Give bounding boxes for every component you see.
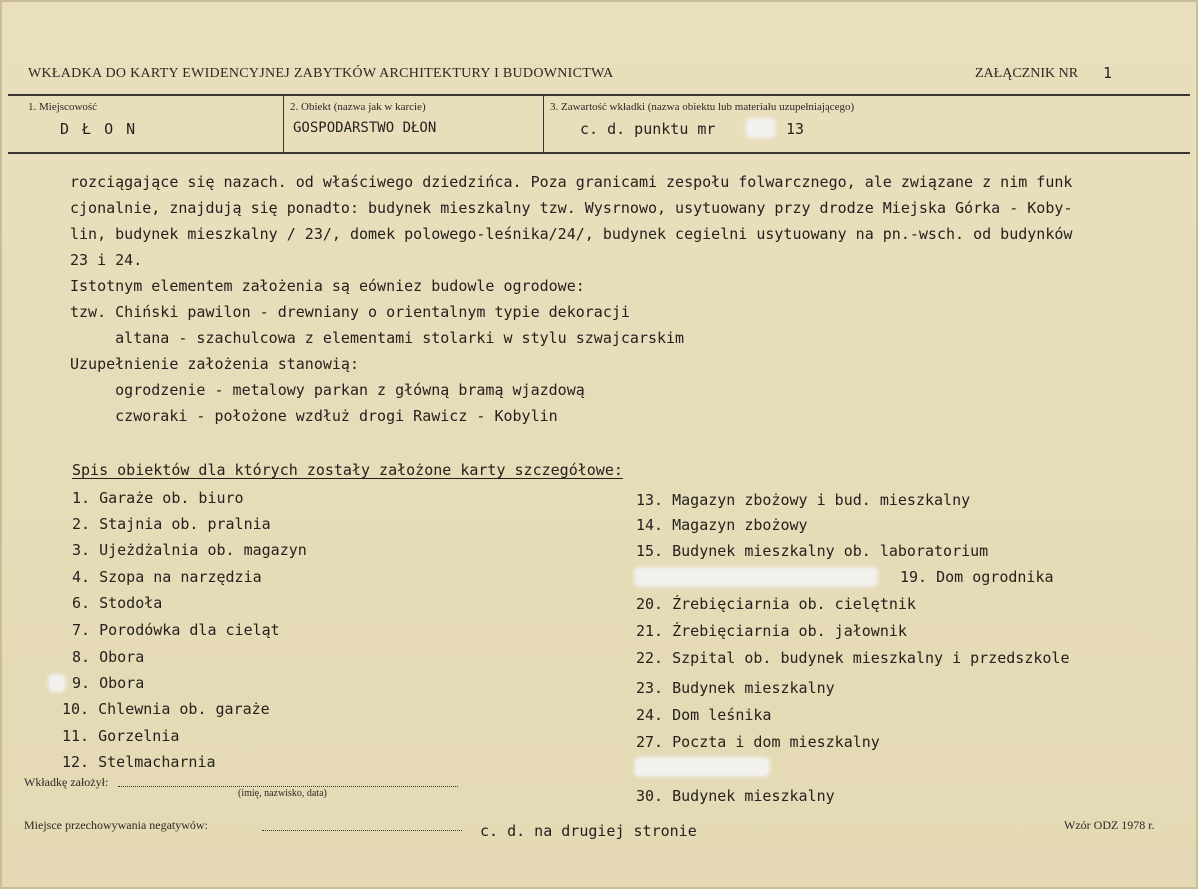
body-line: ogrodzenie - metalowy parkan z główną bramą wjazdową bbox=[70, 381, 585, 399]
list-item: 20. Źrebięciarnia ob. cielętnik bbox=[636, 595, 916, 613]
list-item: 23. Budynek mieszkalny bbox=[636, 679, 835, 697]
content-value-prefix: c. d. punktu mr bbox=[580, 120, 716, 138]
body-line: lin, budynek mieszkalny / 23/, domek polowego-leśnika/24/, budynek cegielni usytuowany na pn.-wsch. od budynków bbox=[70, 225, 1073, 243]
list-item: 10. Chlewnia ob. garaże bbox=[62, 700, 270, 718]
content-label: 3. Zawartość wkładki (nazwa obiektu lub materiału uzupełniającego) bbox=[550, 101, 855, 113]
list-item: 19. Dom ogrodnika bbox=[900, 568, 1054, 586]
redaction bbox=[50, 676, 64, 690]
body-line: cjonalnie, znajdują się ponadto: budynek mieszkalny tzw. Wysrnowo, usytuowany przy drodze Miejska Górka - Koby- bbox=[70, 199, 1073, 217]
list-item: 21. Źrebięciarnia ob. jałownik bbox=[636, 622, 907, 640]
created-by-line bbox=[118, 786, 458, 787]
redaction bbox=[636, 569, 876, 585]
list-item: 27. Poczta i dom mieszkalny bbox=[636, 733, 880, 751]
list-item: 22. Szpital ob. budynek mieszkalny i przedszkole bbox=[636, 649, 1070, 667]
body-line: czworaki - położone wzdłuż drogi Rawicz - Kobylin bbox=[70, 407, 558, 425]
list-item: 6. Stodoła bbox=[72, 594, 163, 612]
field-divider-2 bbox=[543, 96, 544, 152]
body-line: altana - szachulcowa z elementami stolarki w stylu szwajcarskim bbox=[70, 329, 685, 347]
header-rule-top bbox=[8, 94, 1190, 96]
continued-note: c. d. na drugiej stronie bbox=[480, 822, 697, 840]
negatives-line bbox=[262, 830, 462, 831]
list-item: 14. Magazyn zbożowy bbox=[636, 516, 808, 534]
list-item: 4. Szopa na narzędzia bbox=[72, 568, 262, 586]
locality-value: D Ł O N bbox=[60, 120, 138, 138]
header-rule-bottom bbox=[8, 152, 1190, 154]
object-label: 2. Obiekt (nazwa jak w karcie) bbox=[290, 101, 426, 113]
body-line: rozciągające się nazach. od właściwego dziedzińca. Poza granicami zespołu folwarcznego, ale związane z nim funk bbox=[70, 173, 1073, 191]
list-item: 8. Obora bbox=[72, 648, 145, 666]
list-item: 11. Gorzelnia bbox=[62, 727, 180, 745]
content-value-suffix: 13 bbox=[786, 120, 805, 138]
body-line: tzw. Chiński pawilon - drewniany o orientalnym typie dekoracji bbox=[70, 303, 630, 321]
locality-label: 1. Miejscowość bbox=[28, 101, 98, 113]
created-by-label: Wkładkę założył: bbox=[24, 775, 109, 789]
list-item: 2. Stajnia ob. pralnia bbox=[72, 515, 271, 533]
created-by-hint: (imię, nazwisko, data) bbox=[238, 788, 327, 799]
list-item: 9. Obora bbox=[72, 674, 145, 692]
list-item: 1. Garaże ob. biuro bbox=[72, 489, 244, 507]
list-item: 7. Porodówka dla cieląt bbox=[72, 621, 280, 639]
negatives-label: Miejsce przechowywania negatywów: bbox=[24, 818, 208, 832]
body-line: Istotnym elementem założenia są eówniez budowle ogrodowe: bbox=[70, 277, 585, 295]
form-model: Wzór ODZ 1978 r. bbox=[1064, 818, 1155, 832]
field-divider-1 bbox=[283, 96, 284, 152]
form-title: WKŁADKA DO KARTY EWIDENCYJNEJ ZABYTKÓW ARCHITEKTURY I BUDOWNICTWA bbox=[28, 66, 614, 81]
list-item: 15. Budynek mieszkalny ob. laboratorium bbox=[636, 542, 989, 560]
list-heading: Spis obiektów dla których zostały założone karty szczegółowe: bbox=[72, 461, 623, 479]
redaction bbox=[748, 120, 774, 136]
list-item: 12. Stelmacharnia bbox=[62, 753, 216, 771]
redaction bbox=[636, 759, 768, 775]
annex-number: 1 bbox=[1103, 64, 1113, 82]
object-value: GOSPODARSTWO DŁON bbox=[293, 120, 437, 136]
body-line: 23 i 24. bbox=[70, 251, 143, 269]
list-item: 24. Dom leśnika bbox=[636, 706, 772, 724]
list-item: 3. Ujeżdżalnia ob. magazyn bbox=[72, 541, 307, 559]
annex-label: ZAŁĄCZNIK NR bbox=[975, 66, 1079, 81]
list-item: 13. Magazyn zbożowy i bud. mieszkalny bbox=[636, 491, 971, 509]
body-line: Uzupełnienie założenia stanowią: bbox=[70, 355, 359, 373]
list-item: 30. Budynek mieszkalny bbox=[636, 787, 835, 805]
